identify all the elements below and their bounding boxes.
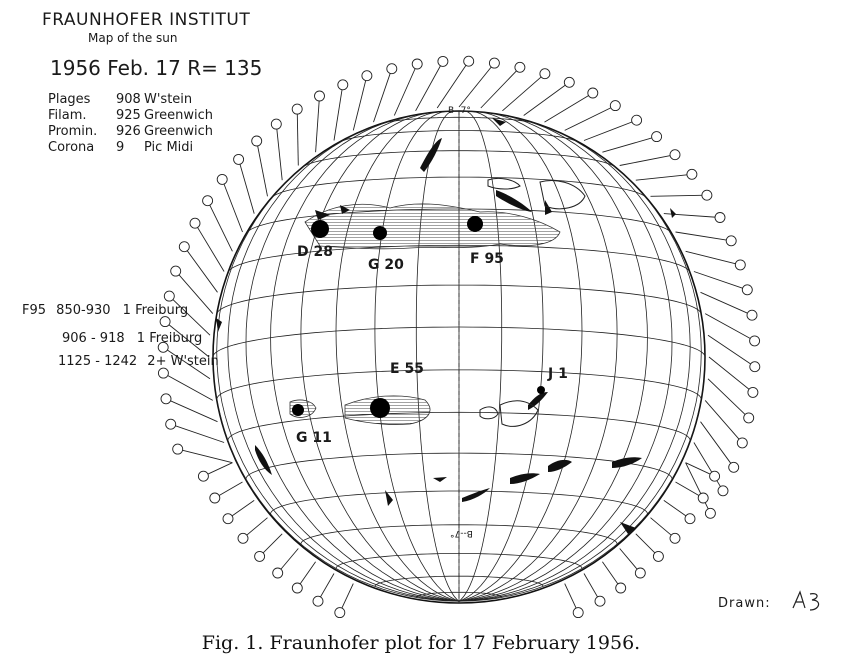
- limb-marker-circle: [718, 486, 728, 496]
- limb-marker-circle: [210, 493, 220, 503]
- limb-marker-circle: [171, 266, 181, 276]
- observation-row: [48, 92, 234, 107]
- grid-line: [459, 114, 647, 601]
- limb-marker-circle: [705, 508, 715, 518]
- limb-marker-circle: [735, 260, 745, 270]
- limb-marker-line: [565, 106, 616, 131]
- limb-marker-circle: [464, 56, 474, 66]
- spot-group-label-J1: J 1: [548, 366, 568, 382]
- observation-location: Greenwich: [144, 108, 213, 123]
- flare-importance: 2+: [147, 354, 167, 369]
- orientation-bottom: B--7°: [450, 528, 473, 538]
- flare-designation: F95: [22, 303, 47, 318]
- figure-caption: Fig. 1. Fraunhofer plot for 17 February 1956.: [201, 632, 641, 654]
- limb-marker-circle: [255, 551, 265, 561]
- observation-label: Filam.: [48, 108, 87, 123]
- observation-location: Greenwich: [144, 124, 213, 139]
- limb-marker-circle: [748, 387, 758, 397]
- observation-time: 926: [116, 124, 141, 139]
- limb-marker-circle: [687, 169, 697, 179]
- limb-marker-circle: [292, 583, 302, 593]
- drawn-signature: [790, 588, 826, 614]
- flare-end: 1242: [104, 354, 138, 369]
- limb-marker-circle: [742, 285, 752, 295]
- limb-marker-line: [524, 82, 570, 115]
- limb-marker-line: [701, 422, 734, 468]
- flare-importance: 1: [136, 331, 146, 346]
- limb-marker-circle: [387, 64, 397, 74]
- observation-date: 1956 Feb. 17 R= 135: [50, 56, 263, 80]
- limb-marker-line: [276, 124, 282, 180]
- limb-marker-circle: [540, 69, 550, 79]
- sunspot-J1: [537, 386, 545, 394]
- limb-marker-circle: [515, 62, 525, 72]
- limb-marker-circle: [737, 438, 747, 448]
- limb-marker-line: [334, 85, 343, 141]
- limb-marker-circle: [315, 91, 325, 101]
- limb-marker-circle: [670, 150, 680, 160]
- observation-label: Corona: [48, 140, 95, 155]
- limb-marker-line: [222, 179, 242, 232]
- drawn-by-label: Drawn:: [718, 596, 771, 611]
- limb-marker-line: [636, 174, 692, 180]
- observation-row: [48, 108, 234, 123]
- observation-label: Plages: [48, 92, 91, 107]
- limb-marker-circle: [744, 413, 754, 423]
- limb-marker-circle: [564, 77, 574, 87]
- spot-group-label-D28: D 28: [297, 244, 333, 260]
- limb-marker-line: [166, 399, 218, 422]
- flare-row: 906 - 918 1 Freiburg: [62, 331, 203, 346]
- sunspot-D28: [311, 220, 329, 238]
- limb-marker-line: [171, 424, 224, 442]
- flare-row: 1125 - 1242 2+ W'stein: [58, 354, 219, 369]
- limb-marker-circle: [685, 514, 695, 524]
- limb-marker-line: [297, 109, 298, 165]
- flare-start: 1125: [58, 354, 92, 369]
- limb-marker-circle: [198, 471, 208, 481]
- orientation-top: B--7°: [448, 106, 471, 116]
- limb-marker-line: [701, 292, 753, 315]
- limb-marker-circle: [164, 291, 174, 301]
- limb-marker-circle: [710, 471, 720, 481]
- limb-marker-line: [584, 120, 637, 140]
- limb-marker-circle: [729, 462, 739, 472]
- limb-marker-circle: [750, 336, 760, 346]
- limb-marker-circle: [653, 551, 663, 561]
- limb-marker-circle: [292, 104, 302, 114]
- limb-marker-line: [620, 155, 675, 166]
- flare-observatory: W'stein: [170, 354, 219, 369]
- grid-line: [228, 125, 459, 601]
- limb-marker-line: [208, 201, 233, 252]
- observation-label: Promin.: [48, 124, 98, 139]
- limb-marker-line: [239, 159, 255, 213]
- limb-marker-line: [709, 357, 753, 392]
- limb-marker-circle: [252, 136, 262, 146]
- limb-marker-circle: [166, 419, 176, 429]
- observation-location: W'stein: [144, 92, 193, 107]
- grid-line: [336, 112, 459, 601]
- limb-marker-circle: [670, 533, 680, 543]
- sunspot-E55: [370, 398, 390, 418]
- observation-row: [48, 124, 234, 139]
- limb-marker-circle: [616, 583, 626, 593]
- limb-marker-circle: [573, 608, 583, 618]
- limb-marker-circle: [595, 596, 605, 606]
- limb-marker-circle: [652, 132, 662, 142]
- limb-marker-line: [651, 195, 707, 196]
- limb-marker-circle: [173, 444, 183, 454]
- limb-marker-circle: [715, 213, 725, 223]
- limb-marker-line: [184, 247, 217, 293]
- limb-marker-circle: [338, 80, 348, 90]
- limb-marker-circle: [362, 71, 372, 81]
- limb-marker-circle: [158, 368, 168, 378]
- observation-row: [48, 140, 234, 155]
- plage-regions: [290, 204, 560, 425]
- flare-observatory: Freiburg: [149, 331, 203, 346]
- grid-line: [271, 114, 459, 601]
- flare-start: 906: [62, 331, 87, 346]
- spot-group-label-G11: G 11: [296, 430, 332, 446]
- limb-marker-circle: [726, 236, 736, 246]
- limb-marker-circle: [747, 310, 757, 320]
- limb-marker-circle: [223, 514, 233, 524]
- map-subtitle: Map of the sun: [88, 31, 178, 45]
- observation-location: Pic Midi: [144, 140, 194, 155]
- flare-end: 930: [85, 303, 111, 318]
- limb-marker-line: [374, 69, 392, 122]
- limb-marker-circle: [179, 242, 189, 252]
- limb-marker-circle: [234, 154, 244, 164]
- flare-observatory: Freiburg: [135, 303, 189, 318]
- observation-time: 9: [116, 140, 125, 155]
- limb-marker-line: [694, 272, 747, 290]
- spot-group-label-E55: E 55: [390, 361, 424, 377]
- limb-marker-line: [178, 449, 233, 463]
- limb-marker-circle: [203, 196, 213, 206]
- flare-end: 918: [99, 331, 125, 346]
- limb-marker-circle: [313, 596, 323, 606]
- limb-marker-line: [694, 443, 723, 491]
- limb-marker-circle: [238, 533, 248, 543]
- limb-marker-line: [316, 96, 320, 152]
- limb-marker-line: [257, 141, 268, 196]
- limb-marker-circle: [588, 88, 598, 98]
- sunspot-F95: [467, 216, 483, 232]
- limb-marker-line: [353, 76, 367, 131]
- spot-group-label-F95: F 95: [470, 251, 504, 267]
- flare-start: 850: [56, 303, 81, 318]
- limb-marker-circle: [335, 608, 345, 618]
- limb-marker-line: [459, 63, 494, 107]
- institute-title: FRAUNHOFER INSTITUT: [42, 10, 251, 30]
- limb-marker-line: [545, 93, 593, 122]
- limb-marker-circle: [610, 101, 620, 111]
- limb-marker-circle: [702, 190, 712, 200]
- observation-time: 925: [116, 108, 141, 123]
- limb-marker-line: [195, 223, 224, 271]
- flare-importance: 1: [122, 303, 131, 318]
- limb-marker-line: [394, 64, 417, 116]
- flare-row: F95 850-930 1 Freiburg: [22, 303, 189, 318]
- grid-line: [459, 112, 582, 601]
- limb-marker-circle: [750, 362, 760, 372]
- limb-marker-line: [686, 251, 741, 265]
- filaments: [216, 118, 676, 534]
- limb-marker-circle: [489, 58, 499, 68]
- grid-line: [459, 125, 690, 601]
- sunspot-G11: [292, 404, 304, 416]
- sunspot-G20: [373, 226, 387, 240]
- observation-time: 908: [116, 92, 141, 107]
- spot-group-label-G20: G 20: [368, 257, 404, 273]
- limb-marker-line: [676, 232, 732, 241]
- limb-marker-circle: [271, 119, 281, 129]
- limb-marker-circle: [632, 115, 642, 125]
- limb-marker-circle: [635, 568, 645, 578]
- limb-marker-line: [686, 463, 711, 514]
- limb-marker-circle: [160, 317, 170, 327]
- limb-marker-circle: [438, 56, 448, 66]
- limb-marker-circle: [217, 174, 227, 184]
- limb-marker-circle: [161, 394, 171, 404]
- limb-marker-circle: [412, 59, 422, 69]
- limb-marker-circle: [273, 568, 283, 578]
- limb-marker-circle: [698, 493, 708, 503]
- limb-marker-circle: [190, 218, 200, 228]
- limb-marker-line: [602, 137, 656, 153]
